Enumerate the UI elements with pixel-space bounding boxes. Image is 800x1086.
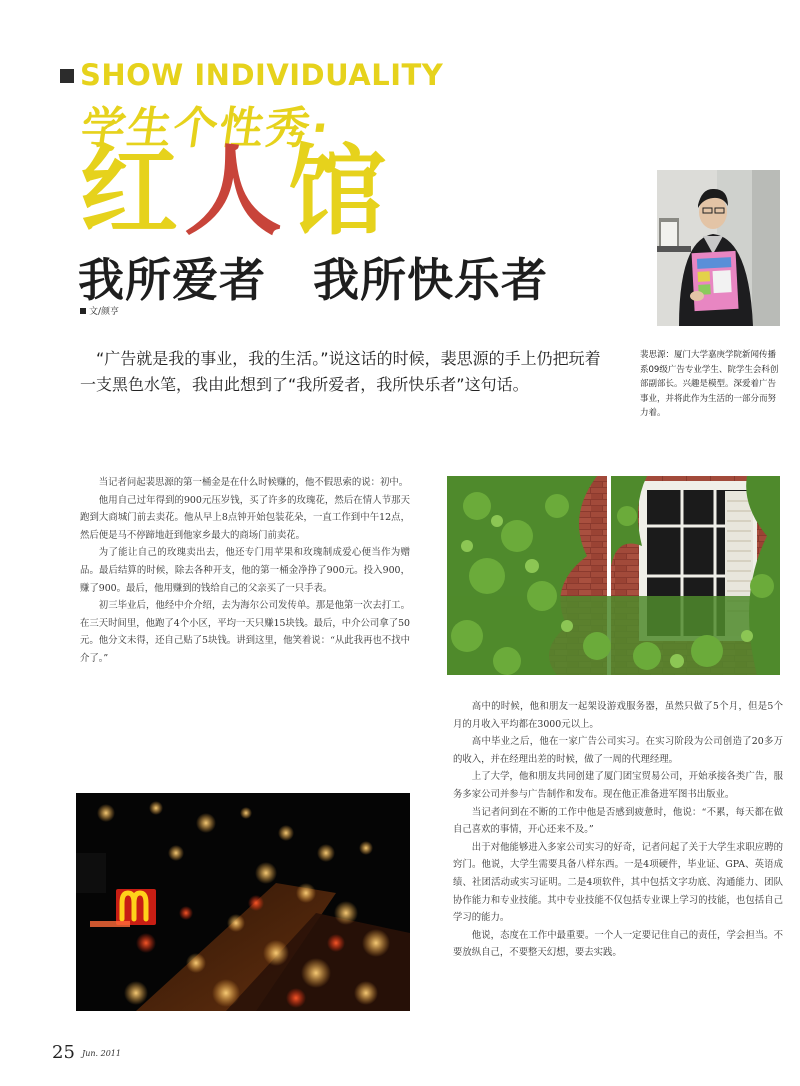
city-night-illustration <box>76 793 410 1011</box>
byline-text: 文/颜亨 <box>89 307 120 317</box>
article-column-left <box>80 474 410 668</box>
article-paragraph: 当记者问起裴思源的第一桶金是在什么时候赚的，他不假思索的说：初中。 <box>98 477 409 488</box>
article-paragraph: 当记者问到在不断的工作中他是否感到疲惫时，他说：“不累，每天都在做自己喜欢的事情，开心还来不及。” <box>453 806 783 836</box>
article-paragraph: 为了能让自己的玫瑰卖出去，他还专门用苹果和玫瑰制成爱心便当作为赠品。最后结算的时候，除去各种开支，他的第一桶金净挣了900元。投入900，赚了900。最后，他用赚到的钱给自己的父亲买了一只手表。 <box>80 547 410 594</box>
portrait-illustration <box>657 170 780 326</box>
article-paragraph: 高中的时候，他和朋友一起架设游戏服务器，虽然只做了5个月，但是5个月的月收入平均都在3000元以上。 <box>453 701 783 730</box>
article-paragraph: 出于对他能够进入多家公司实习的好奇，记者问起了关于大学生求职应聘的窍门。他说，大学生需要具备八样东西。一是4项硬件，毕业证、GPA、英语成绩、社团活动或实习证明。二是4项软件，其中包括文字功底、沟通能力、团队协作能力和专业技能。其中专业技能不仅包括专业课上学习的技能，也包括自己学习的能力。 <box>453 841 783 924</box>
column-title-part1: 红 <box>80 135 185 249</box>
byline <box>80 304 119 317</box>
intro-quote: “广告就是我的事业，我的生活。”说这话的时候，裴思源的手上仍把玩着一支黑色水笔，我由此想到了“我所爱者，我所快乐者”这句话。 <box>80 349 601 394</box>
article-column-right <box>453 698 783 962</box>
column-title-part3: 馆 <box>288 135 393 249</box>
series-title-en: SHOW INDIVIDUALITY <box>80 58 444 92</box>
byline-square-icon <box>80 308 86 314</box>
portrait-photo <box>657 170 780 326</box>
mcdonalds-logo <box>116 889 156 925</box>
page-number: 25 <box>52 1042 75 1063</box>
column-title <box>80 137 392 247</box>
series-title-cn: 学生个性秀· <box>77 103 334 154</box>
article-paragraph: 高中毕业之后，他在一家广告公司实习。在实习阶段为公司创造了20多万的收入，并在经理出差的时候，做了一周的代理经理。 <box>453 736 783 765</box>
profile-caption: 裴思源：厦门大学嘉庚学院新闻传播系09级广告专业学生、院学生会科创部副部长。兴趣是模型。深爱着广告事业，并将此作为生活的一部分而努力着。 <box>640 350 779 418</box>
ivy-window-illustration <box>447 476 780 675</box>
column-title-part2: 人 <box>184 135 289 249</box>
issue-date: Jun. 2011 <box>82 1049 121 1058</box>
article-paragraph: 他说，态度在工作中最重要。一个人一定要记住自己的责任，学会担当。不要放纵自己，不要整天幻想，要去实践。 <box>453 929 783 959</box>
city-night-photo <box>76 793 410 1011</box>
article-paragraph: 他用自己过年得到的900元压岁钱，买了许多的玫瑰花，然后在情人节那天跑到大商城门前去卖花。他从早上8点钟开始包装花朵，一直工作到中午12点，然后便是马不停蹄地赶到他家乡最大的商场门前卖花。 <box>80 494 410 541</box>
section-square-icon <box>60 69 74 83</box>
article-headline: 我所爱者 我所快乐者 <box>78 253 548 307</box>
article-paragraph: 初三毕业后，他经中介介绍，去为海尔公司发传单。那是他第一次去打工。在三天时间里，他跑了4个小区，平均一天只赚15块钱。最后，中介公司拿了50元。他分文未得，还自己贴了5块钱。讲到这里，他笑着说：“从此我再也不找中介了。” <box>80 600 410 664</box>
ivy-window-photo <box>447 476 780 675</box>
article-paragraph: 上了大学，他和朋友共同创建了厦门团宝贸易公司，开始承接各类广告，服务多家公司并参与广告制作和发布。现在他正准备进军图书出版业。 <box>453 771 783 800</box>
